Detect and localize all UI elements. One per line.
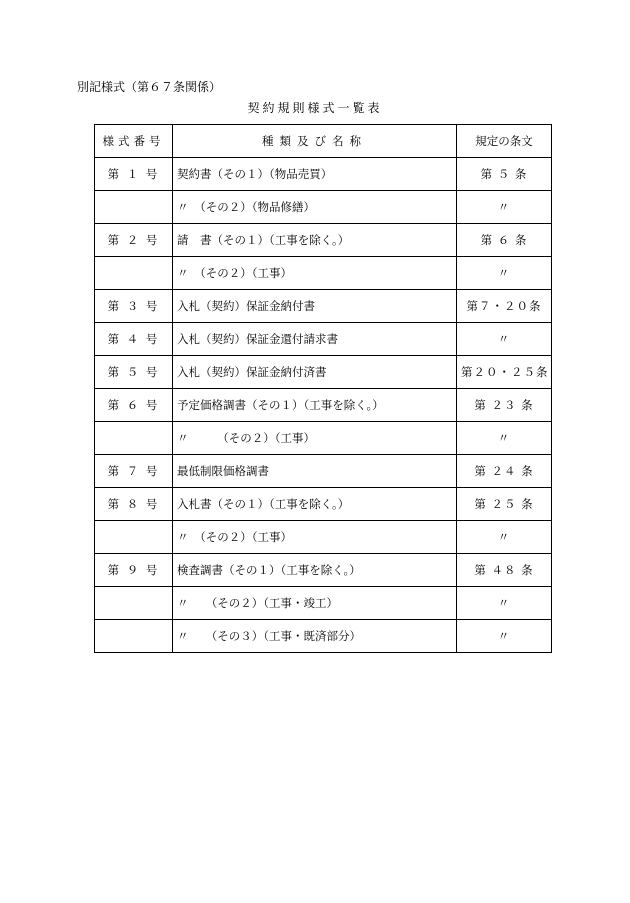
- article-cell: 〃: [457, 422, 552, 455]
- article-cell: 第 ２３ 条: [457, 389, 552, 422]
- table-row: [95, 620, 552, 653]
- article-cell: 〃: [457, 521, 552, 554]
- article-cell: 〃: [457, 620, 552, 653]
- table-row: [95, 455, 552, 488]
- table-row: [95, 257, 552, 290]
- article-cell: 〃: [457, 323, 552, 356]
- form-number-cell: [95, 191, 173, 224]
- table-row: [95, 488, 552, 521]
- form-number-cell: 第 ２ 号: [95, 224, 173, 257]
- form-number-cell: 第 ６ 号: [95, 389, 173, 422]
- form-name-cell: 入札（契約）保証金納付書: [173, 290, 457, 323]
- form-number-cell: 第 ９ 号: [95, 554, 173, 587]
- form-name-cell: 入札（契約）保証金還付請求書: [173, 323, 457, 356]
- form-number-cell: 第 １ 号: [95, 158, 173, 191]
- table-row: [95, 224, 552, 257]
- form-name-cell: 〃 （その２）（工事）: [173, 521, 457, 554]
- form-name-cell: 〃 （その２）（工事・竣工）: [173, 587, 457, 620]
- form-name-cell: 〃 （その２）（工事）: [173, 422, 457, 455]
- table-row: [95, 191, 552, 224]
- article-cell: 第 ２４ 条: [457, 455, 552, 488]
- table-row: [95, 554, 552, 587]
- table-row: [95, 323, 552, 356]
- document-title: 契約規則様式一覧表: [247, 101, 383, 115]
- form-name-cell: 〃 （その２）（物品修繕）: [173, 191, 457, 224]
- article-cell: 第 ４８ 条: [457, 554, 552, 587]
- form-number-cell: 第 ７ 号: [95, 455, 173, 488]
- form-appendix-heading: 別記様式（第６７条関係）: [77, 80, 222, 94]
- article-cell: 〃: [457, 191, 552, 224]
- form-name-cell: 入札書（その１）（工事を除く。）: [173, 488, 457, 521]
- article-cell: 第７・２０条: [457, 290, 552, 323]
- article-cell: 第２０・２５条: [457, 356, 552, 389]
- table-row: [95, 587, 552, 620]
- form-number-cell: [95, 257, 173, 290]
- table-row: [95, 290, 552, 323]
- form-number-cell: [95, 620, 173, 653]
- table-row: [95, 356, 552, 389]
- table-row: [95, 521, 552, 554]
- article-cell: 第 ６ 条: [457, 224, 552, 257]
- article-cell: 第 ５ 条: [457, 158, 552, 191]
- article-cell: 〃: [457, 587, 552, 620]
- form-name-cell: 最低制限価格調書: [173, 455, 457, 488]
- form-name-cell: 入札（契約）保証金納付済書: [173, 356, 457, 389]
- forms-table: [94, 124, 552, 653]
- form-name-cell: 〃 （その２）（工事）: [173, 257, 457, 290]
- table-header-row: [95, 125, 552, 158]
- table-row: [95, 158, 552, 191]
- form-name-cell: 請 書（その１）（工事を除く。）: [173, 224, 457, 257]
- form-number-cell: 第 ５ 号: [95, 356, 173, 389]
- form-name-cell: 〃 （その３）（工事・既済部分）: [173, 620, 457, 653]
- form-name-cell: 契約書（その１）（物品売買）: [173, 158, 457, 191]
- form-number-cell: 第 ３ 号: [95, 290, 173, 323]
- form-number-cell: [95, 587, 173, 620]
- table-row: [95, 422, 552, 455]
- form-name-cell: 検査調書（その１）（工事を除く。）: [173, 554, 457, 587]
- form-number-cell: [95, 521, 173, 554]
- form-number-cell: [95, 422, 173, 455]
- header-article: 規定の条文: [457, 125, 552, 158]
- article-cell: 第 ２５ 条: [457, 488, 552, 521]
- article-cell: 〃: [457, 257, 552, 290]
- header-form-number: 様式番号: [95, 125, 173, 158]
- form-name-cell: 予定価格調書（その１）（工事を除く。）: [173, 389, 457, 422]
- header-form-name: 種類及び名称: [173, 125, 457, 158]
- form-number-cell: 第 ８ 号: [95, 488, 173, 521]
- form-number-cell: 第 ４ 号: [95, 323, 173, 356]
- table-row: [95, 389, 552, 422]
